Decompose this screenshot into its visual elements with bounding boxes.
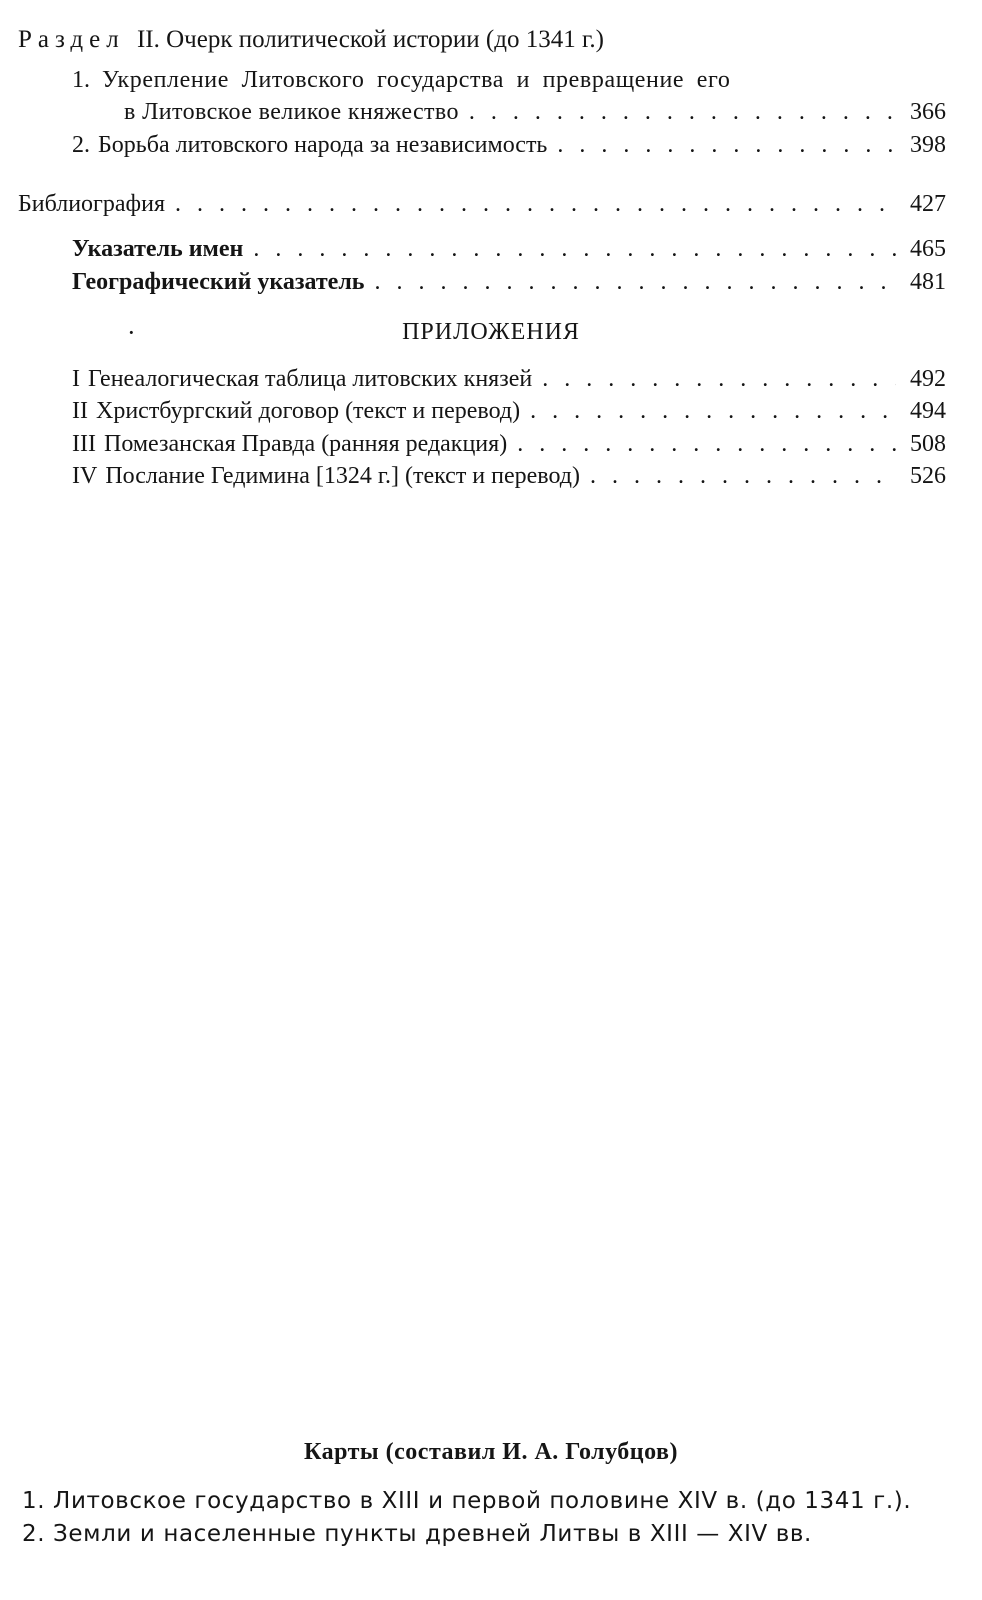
section-title: II. Очерк политической истории (до 1341 г.) — [136, 26, 604, 53]
dot-leader — [253, 233, 896, 265]
appendix-numeral: IV — [72, 463, 98, 489]
appendix-label: Послание Гедимина [1324 г.] (текст и перевод) — [105, 463, 580, 489]
toc-page-number: 398 — [910, 132, 946, 158]
dot-leader — [517, 428, 896, 460]
dot-leader — [530, 395, 896, 427]
toc-page-number: 465 — [910, 236, 946, 262]
appendix-label: Христбургский договор (текст и перевод) — [95, 398, 521, 424]
appendix-numeral: I — [72, 366, 80, 392]
appendix-label: Генеалогическая таблица литовских князей — [88, 366, 533, 392]
dot-leader — [542, 363, 896, 395]
maps-heading: Карты (составил И. А. Голубцов) — [304, 1439, 678, 1465]
toc-page-number: 366 — [910, 99, 946, 125]
toc-entry-geographic-index — [72, 266, 946, 298]
toc-entry-label: Укрепление Литовского государства и превращение его — [102, 67, 731, 93]
appendix-page-number: 526 — [910, 463, 946, 489]
appendix-entry-4 — [72, 460, 946, 492]
dot-leader — [557, 129, 896, 161]
map-entry-1: 1. Литовское государство в XIII и первой половине XIV в. (до 1341 г.). — [22, 1488, 912, 1514]
appendix-page-number: 508 — [910, 431, 946, 457]
toc-entry-label: Библиография — [18, 191, 165, 217]
appendix-entry-2 — [72, 395, 946, 427]
appendix-numeral: II — [72, 398, 88, 424]
toc-entry-name-index — [72, 233, 946, 265]
dot-leader — [175, 188, 896, 220]
appendix-label: Помезанская Правда (ранняя редакция) — [103, 431, 508, 457]
toc-entry-bibliography — [18, 188, 946, 220]
toc-entry-label: Географический указатель — [72, 269, 365, 295]
appendix-page-number: 494 — [910, 398, 946, 424]
dot-leader — [374, 266, 896, 298]
toc-entry-label: Борьба литовского народа за независимость — [98, 132, 548, 158]
toc-entry-number: 1. — [72, 67, 90, 93]
toc-entry-2 — [72, 129, 946, 161]
map-entry-2: 2. Земли и населенные пункты древней Литвы в XIII — XIV вв. — [22, 1521, 812, 1547]
appendix-numeral: III — [72, 431, 96, 457]
toc-entry-number: 2. — [72, 132, 90, 158]
toc-entry-label: Указатель имен — [72, 236, 244, 262]
toc-page-number: 481 — [910, 269, 946, 295]
toc-page-number: 427 — [910, 191, 946, 217]
stray-dot-mark: · — [127, 318, 136, 347]
appendix-entry-1 — [72, 363, 946, 395]
toc-entry-1 — [124, 96, 946, 128]
dot-leader — [590, 460, 896, 492]
toc-entry-1-first-line — [72, 64, 730, 96]
appendices-heading: ПРИЛОЖЕНИЯ — [402, 319, 580, 345]
toc-entry-label: в Литовское великое княжество — [124, 99, 459, 125]
appendix-page-number: 492 — [910, 366, 946, 392]
dot-leader — [469, 96, 896, 128]
appendix-entry-3 — [72, 428, 946, 460]
section-heading — [18, 22, 604, 58]
section-prefix: Раздел — [18, 26, 125, 53]
